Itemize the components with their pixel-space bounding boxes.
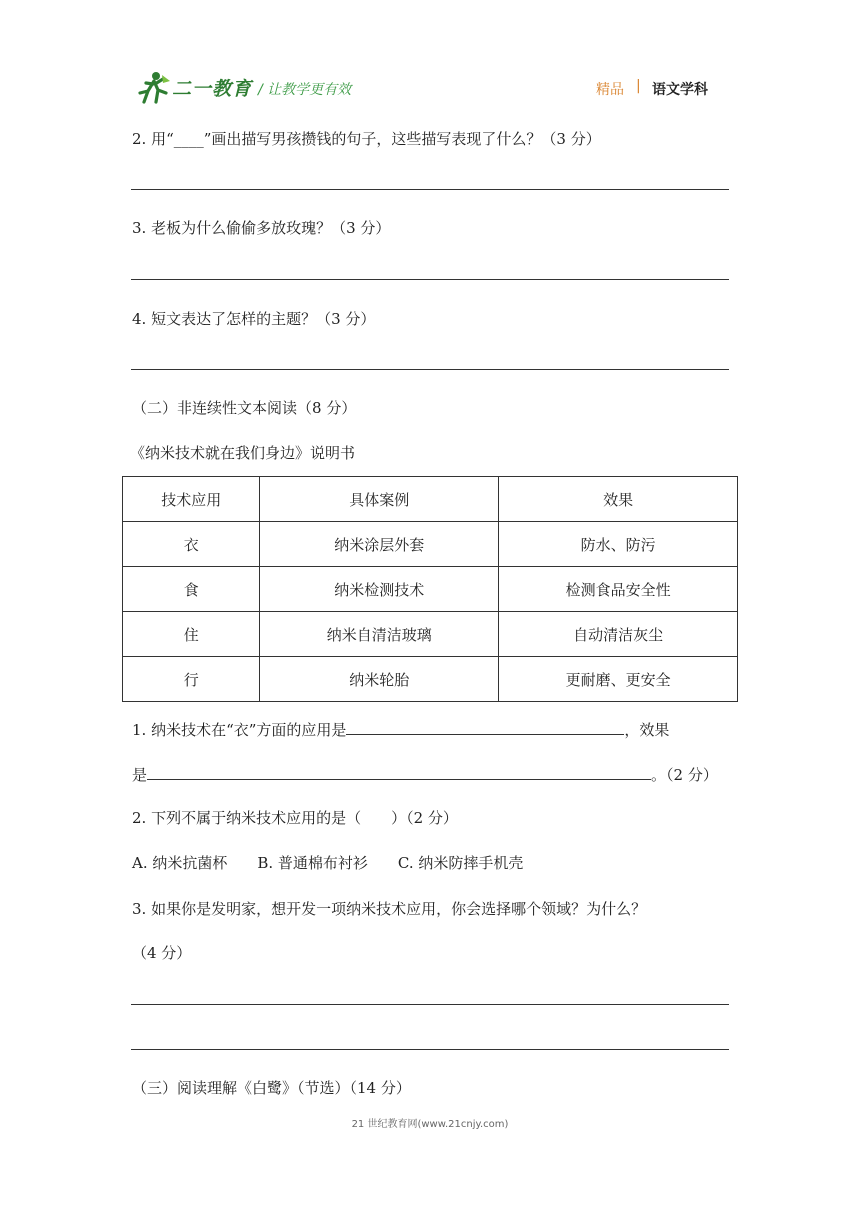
- page-footer: 21 世纪教育网(www.21cnjy.com): [351, 1119, 509, 1130]
- subject-tag: 语文学科: [652, 82, 708, 98]
- column-header: 具体案例: [260, 477, 499, 522]
- nano-tech-table: [122, 476, 738, 702]
- answer-line[interactable]: [131, 279, 729, 280]
- question-2-options: A. 纳米抗菌杯 B. 普通棉布衬衫 C. 纳米防摔手机壳: [132, 854, 524, 872]
- table-cell: 纳米检测技术: [260, 567, 499, 612]
- table-cell: 自动清洁灰尘: [499, 612, 738, 657]
- runner-icon: [136, 71, 172, 105]
- table-cell: 纳米涂层外套: [260, 522, 499, 567]
- question-3: 3. 如果你是发明家，想开发一项纳米技术应用，你会选择哪个领域？为什么？: [132, 900, 647, 918]
- question-1-score: 。（2 分）: [651, 766, 718, 784]
- table-cell: 住: [123, 612, 260, 657]
- answer-line[interactable]: [131, 189, 729, 190]
- table-row: [123, 612, 738, 657]
- section-title: （三）阅读理解《白鹭》（节选）（14 分）: [132, 1079, 411, 1097]
- brand-name: 二一教育: [172, 78, 253, 100]
- answer-line[interactable]: [131, 369, 729, 370]
- fill-blank[interactable]: [147, 763, 651, 780]
- answer-line[interactable]: [131, 1004, 729, 1005]
- table-cell: 纳米自清洁玻璃: [260, 612, 499, 657]
- question-3: 3. 老板为什么偷偷多放玫瑰？（3 分）: [132, 219, 391, 237]
- question-1-is: 是: [132, 766, 148, 784]
- answer-line[interactable]: [131, 1049, 729, 1050]
- fill-blank[interactable]: [346, 718, 624, 735]
- table-cell: 检测食品安全性: [499, 567, 738, 612]
- question-3-score: （4 分）: [132, 944, 192, 962]
- table-cell: 衣: [123, 522, 260, 567]
- question-4: 4. 短文表达了怎样的主题？（3 分）: [132, 310, 376, 328]
- page-header: [136, 70, 726, 106]
- question-1-effect: ，效果: [624, 721, 670, 739]
- column-header: 技术应用: [123, 477, 260, 522]
- question-1-line-2: [132, 763, 718, 785]
- question-2: 2. 用“____”画出描写男孩攒钱的句子，这些描写表现了什么？（3 分）: [132, 130, 601, 148]
- question-1-text: 1. 纳米技术在“衣”方面的应用是: [132, 721, 347, 739]
- table-row: [123, 567, 738, 612]
- table-header-row: [123, 477, 738, 522]
- table-caption: 《纳米技术就在我们身边》说明书: [130, 444, 356, 462]
- column-header: 效果: [499, 477, 738, 522]
- tag-separator: |: [636, 78, 641, 94]
- section-title: （二）非连续性文本阅读（8 分）: [132, 399, 357, 417]
- table-cell: 行: [123, 657, 260, 702]
- table-cell: 纳米轮胎: [260, 657, 499, 702]
- table-cell: 食: [123, 567, 260, 612]
- brand-logo: [136, 70, 276, 106]
- table-cell: 防水、防污: [499, 522, 738, 567]
- brand-slogan: / 让教学更有效: [258, 82, 352, 98]
- quality-tag: 精品: [596, 82, 624, 98]
- table-cell: 更耐磨、更安全: [499, 657, 738, 702]
- table-row: [123, 657, 738, 702]
- question-1-line-1: [132, 718, 669, 740]
- table-row: [123, 522, 738, 567]
- question-2: 2. 下列不属于纳米技术应用的是（ ）（2 分）: [132, 809, 458, 827]
